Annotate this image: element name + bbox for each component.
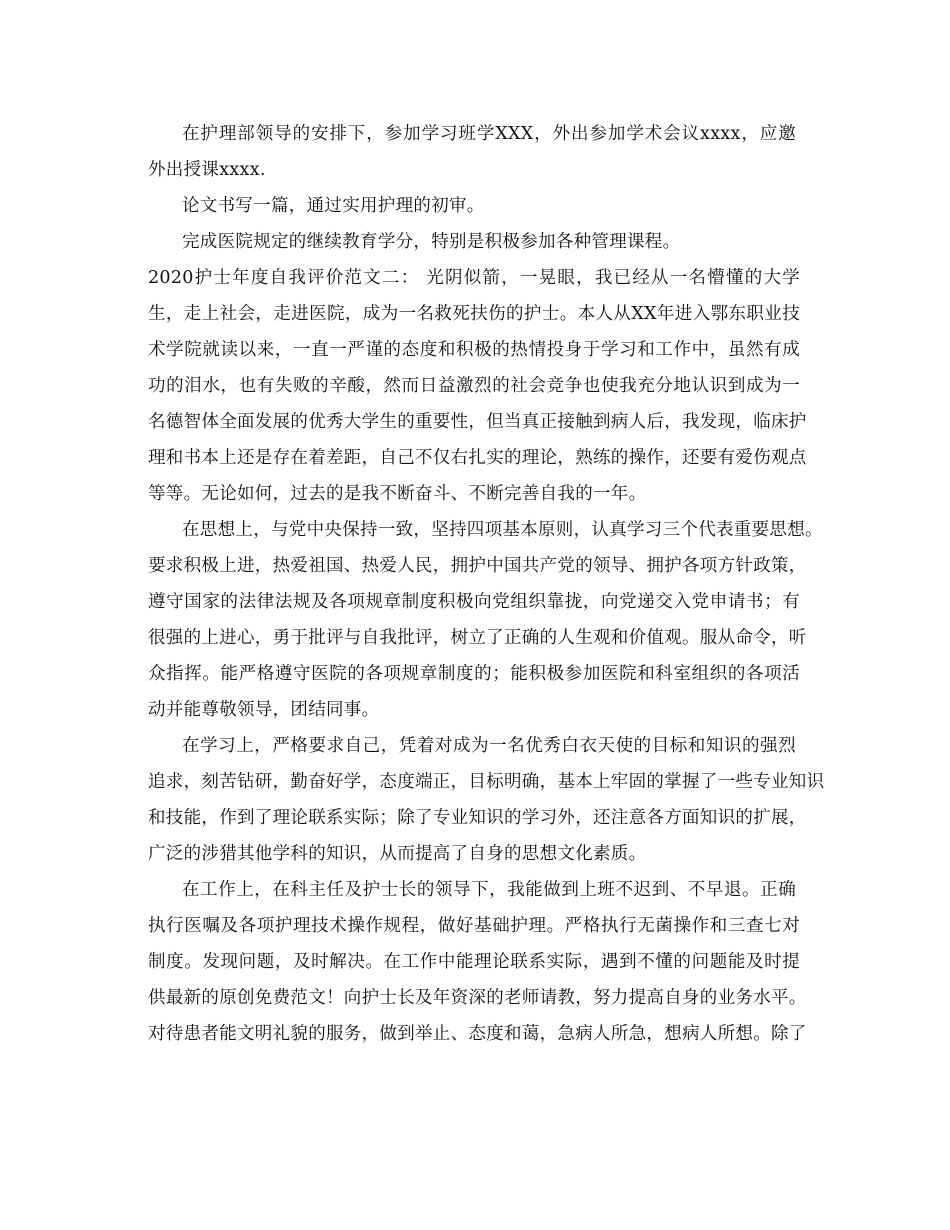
text-line-8: 功的泪水，也有失败的辛酸，然而日益激烈的社会竞争也使我充分地认识到成为一	[148, 376, 800, 396]
text-line-15: 很强的上进心，勇于批评与自我批评，树立了正确的人生观和价值观。服从命令，听	[148, 628, 807, 648]
text-line-25: 供最新的原创免费范文！向护士长及年资深的老师请教，努力提高自身的业务水平。	[148, 988, 807, 1008]
text-line-24: 制度。发现问题，及时解决。在工作中能理论联系实际，遇到不懂的问题能及时提	[148, 952, 800, 972]
text-line-13: 要求积极上进，热爱祖国、热爱人民，拥护中国共产党的领导、拥护各项方针政策，	[148, 556, 807, 576]
text-line-1: 在护理部领导的安排下，参加学习班学XXX，外出参加学术会议xxxx，应邀	[182, 124, 796, 144]
text-line-23: 执行医嘱及各项护理技术操作规程，做好基础护理。严格执行无菌操作和三查七对	[148, 916, 800, 936]
text-line-11: 等等。无论如何，过去的是我不断奋斗、不断完善自我的一年。	[148, 484, 647, 504]
text-line-16: 众指挥。能严格遵守医院的各项规章制度的；能积极参加医院和科室组织的各项活	[148, 664, 800, 684]
text-line-20: 和技能，作到了理论联系实际；除了专业知识的学习外，还注意各方面知识的扩展，	[148, 808, 807, 828]
text-line-21: 广泛的涉猎其他学科的知识，从而提高了自身的思想文化素质。	[148, 844, 647, 864]
text-line-19: 追求，刻苦钻研，勤奋好学，态度端正，目标明确，基本上牢固的掌握了一些专业知识	[148, 772, 825, 792]
text-line-7: 术学院就读以来，一直一严谨的态度和积极的热情投身于学习和工作中，虽然有成	[148, 340, 800, 360]
text-line-10: 理和书本上还是存在着差距，自己不仅右扎实的理论，熟练的操作，还要有爱伤观点	[148, 448, 807, 468]
text-line-6: 生，走上社会，走进医院，成为一名救死扶伤的护士。本人从XX年进入鄂东职业技	[148, 304, 800, 324]
text-line-12: 在思想上，与党中央保持一致，坚持四项基本原则，认真学习三个代表重要思想。	[182, 520, 823, 540]
text-line-5: 2020护士年度自我评价范文二： 光阴似箭，一晃眼，我已经从一名懵懂的大学	[148, 268, 800, 288]
text-line-14: 遵守国家的法律法规及各项规章制度积极向党组织靠拢，向党递交入党申请书；有	[148, 592, 800, 612]
text-line-4: 完成医院规定的继续教育学分，特别是积极参加各种管理课程。	[182, 232, 681, 252]
text-line-9: 名德智体全面发展的优秀大学生的重要性，但当真正接触到病人后，我发现，临床护	[148, 412, 807, 432]
text-line-2: 外出授课xxxx.	[148, 160, 266, 180]
text-line-18: 在学习上，严格要求自己，凭着对成为一名优秀白衣天使的目标和知识的强烈	[182, 736, 796, 756]
text-line-17: 动并能尊敬领导，团结同事。	[148, 700, 380, 720]
text-line-26: 对待患者能文明礼貌的服务，做到举止、态度和蔼，急病人所急，想病人所想。除了	[148, 1024, 807, 1044]
text-line-3: 论文书写一篇，通过实用护理的初审。	[182, 196, 485, 216]
text-line-22: 在工作上，在科主任及护士长的领导下，我能做到上班不迟到、不早退。正确	[182, 880, 796, 900]
